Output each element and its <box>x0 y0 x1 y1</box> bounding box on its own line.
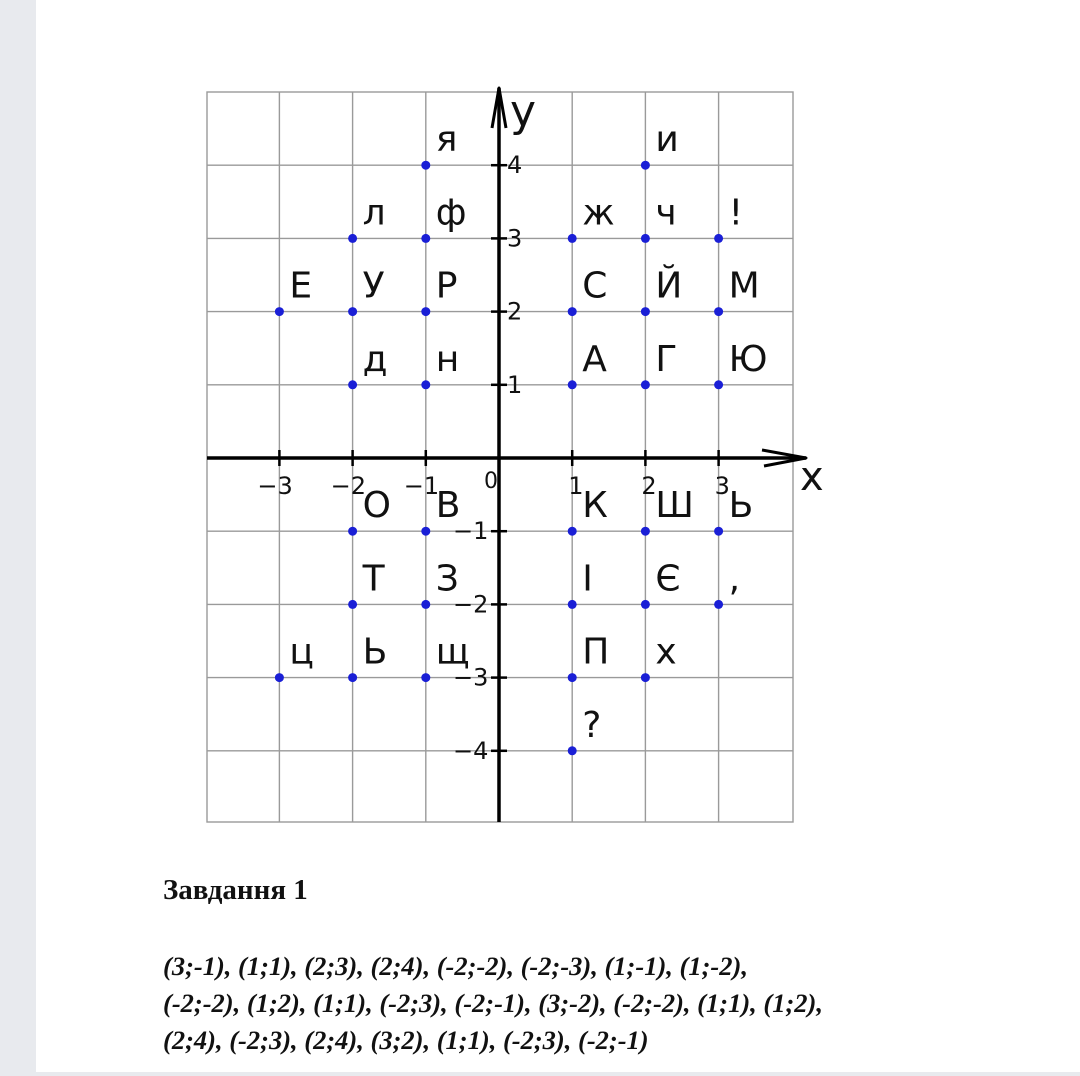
point-letter: Ь <box>362 631 388 673</box>
plotted-point <box>348 192 386 243</box>
point-letter: Ь <box>728 485 754 527</box>
point-dot <box>641 673 650 682</box>
point-dot <box>421 234 430 243</box>
point-dot <box>714 380 723 389</box>
x-tick-label: −1 <box>403 472 440 500</box>
point-letter: О <box>362 485 391 527</box>
plotted-point <box>348 339 387 390</box>
point-dot <box>641 161 650 170</box>
point-letter: Р <box>435 265 458 307</box>
point-letter: Й <box>655 265 683 307</box>
point-dot <box>348 380 357 389</box>
point-dot <box>568 600 577 609</box>
y-axis-label: y <box>510 86 537 137</box>
point-dot <box>641 600 650 609</box>
plotted-point <box>641 558 681 609</box>
point-dot <box>348 600 357 609</box>
origin-label: 0 <box>484 469 498 494</box>
plotted-point <box>568 558 593 609</box>
point-dot <box>714 600 723 609</box>
plotted-point <box>641 339 677 390</box>
x-tick-label: −3 <box>257 472 293 500</box>
point-letter: А <box>582 338 607 380</box>
plotted-point <box>641 119 679 170</box>
point-letter: и <box>655 119 679 161</box>
y-tick-label: −1 <box>453 517 489 546</box>
y-tick-label: −4 <box>453 736 489 765</box>
point-dot <box>568 673 577 682</box>
point-dot <box>275 673 284 682</box>
task-title: Завдання 1 <box>163 874 308 906</box>
point-dot <box>421 307 430 316</box>
point-letter: л <box>362 192 386 234</box>
plotted-point <box>714 266 760 317</box>
plotted-point <box>714 339 767 390</box>
plotted-point <box>348 266 385 317</box>
y-tick-label: 3 <box>507 224 523 253</box>
x-tick-label: −2 <box>330 472 366 500</box>
plotted-point <box>275 266 312 317</box>
plotted-point <box>421 119 457 170</box>
task-line-1: (3;-1), (1;1), (2;3), (2;4), (-2;-2), (-2;-3), (1;-1), (1;-2), <box>163 951 748 981</box>
point-dot <box>421 527 430 536</box>
point-dot <box>421 380 430 389</box>
point-letter: В <box>435 485 461 527</box>
point-letter: ? <box>582 704 602 746</box>
y-tick-label: 2 <box>507 297 523 326</box>
point-dot <box>641 234 650 243</box>
plotted-point <box>641 265 682 317</box>
y-tick-label: 4 <box>507 151 523 180</box>
plotted-point <box>421 339 459 390</box>
point-dot <box>275 307 284 316</box>
point-letter: У <box>362 265 385 307</box>
point-dot <box>568 527 577 536</box>
x-tick-label: 1 <box>568 472 584 500</box>
point-letter: П <box>582 631 610 673</box>
bottom-margin-strip <box>36 1072 1080 1076</box>
y-tick-label: −3 <box>453 663 489 692</box>
point-dot <box>421 673 430 682</box>
point-dot <box>714 527 723 536</box>
point-dot <box>348 527 357 536</box>
point-dot <box>348 673 357 682</box>
point-dot <box>421 161 430 170</box>
plotted-point <box>568 632 610 683</box>
point-letter: ж <box>582 192 615 234</box>
point-letter: х <box>655 631 677 673</box>
point-letter: Ш <box>655 485 694 527</box>
point-dot <box>714 234 723 243</box>
point-letter: ! <box>728 192 744 234</box>
point-dot <box>568 234 577 243</box>
point-letter: н <box>435 338 460 380</box>
x-axis-label: x <box>800 454 824 500</box>
task-line-3: (2;4), (-2;3), (2;4), (3;2), (1;1), (-2;3), (-2;-1) <box>163 1025 649 1055</box>
point-letter: Ю <box>728 338 768 380</box>
plotted-point <box>568 339 608 390</box>
plotted-point <box>348 632 387 683</box>
point-letter: К <box>582 485 608 527</box>
point-dot <box>641 380 650 389</box>
point-dot <box>641 527 650 536</box>
point-letter: , <box>728 558 741 600</box>
point-dot <box>568 746 577 755</box>
x-tick-label: 2 <box>641 472 657 500</box>
point-letter: І <box>582 558 593 600</box>
point-dot <box>568 380 577 389</box>
point-letter: щ <box>435 631 470 673</box>
point-dot <box>714 307 723 316</box>
plotted-point <box>568 266 608 317</box>
plotted-point <box>421 266 457 317</box>
point-letter: Є <box>655 558 681 600</box>
point-letter: Г <box>655 338 678 380</box>
point-letter: я <box>435 119 458 161</box>
point-dot <box>641 307 650 316</box>
point-dot <box>568 307 577 316</box>
plotted-point <box>275 632 314 683</box>
point-letter: д <box>362 338 388 380</box>
plotted-point <box>421 192 466 243</box>
plotted-point <box>348 558 386 609</box>
point-letter: М <box>728 265 760 307</box>
y-tick-label: −2 <box>453 590 489 619</box>
plotted-points <box>275 119 768 755</box>
task-coordinates <box>163 948 1063 1059</box>
x-tick-label: 3 <box>714 472 730 500</box>
point-letter: ч <box>655 192 677 234</box>
point-dot <box>348 307 357 316</box>
point-letter: ф <box>435 192 467 234</box>
plotted-point <box>641 632 677 683</box>
point-dot <box>348 234 357 243</box>
point-letter: С <box>582 265 608 307</box>
point-dot <box>421 600 430 609</box>
point-letter: Т <box>362 558 385 600</box>
y-tick-label: 1 <box>507 370 523 399</box>
point-letter: Е <box>289 265 313 307</box>
task-line-2: (-2;-2), (1;2), (1;1), (-2;3), (-2;-1), (3;-2), (-2;-2), (1;1), (1;2), <box>163 988 823 1018</box>
point-letter: З <box>435 558 459 600</box>
point-letter: ц <box>289 631 314 673</box>
plotted-point <box>568 192 615 243</box>
plotted-point <box>641 192 677 243</box>
